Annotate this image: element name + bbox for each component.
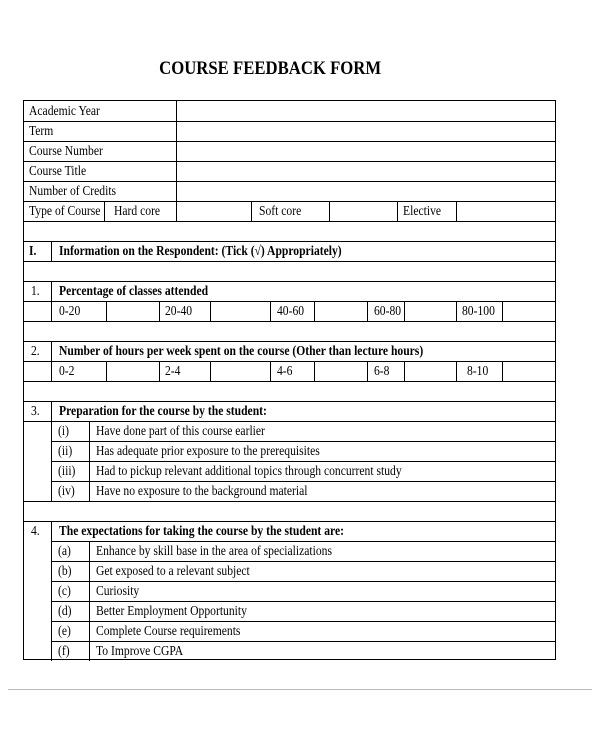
question-heading: The expectations for taking the course by the student are: xyxy=(59,523,344,538)
list-item-key: (e) xyxy=(58,623,71,638)
list-item: Has adequate prior exposure to the prerequisites xyxy=(96,443,320,458)
feedback-form-table xyxy=(23,100,556,660)
option-label: 60-80 xyxy=(374,303,402,318)
list-item-key: (b) xyxy=(58,563,72,578)
section-number: I. xyxy=(29,243,37,258)
question-number: 1. xyxy=(31,283,40,298)
option-label: 40-60 xyxy=(277,303,305,318)
list-item-key: (a) xyxy=(58,543,71,558)
course-number-label: Course Number xyxy=(29,143,103,158)
option-label: 80-100 xyxy=(462,303,495,318)
list-item-key: (iv) xyxy=(58,483,75,498)
list-item: Complete Course requirements xyxy=(96,623,241,638)
list-item-key: (i) xyxy=(58,423,69,438)
option-label: 4-6 xyxy=(277,363,293,378)
question-heading: Number of hours per week spent on the course (Other than lecture hours) xyxy=(59,343,424,358)
option-label: 20-40 xyxy=(165,303,193,318)
option-label: 8-10 xyxy=(467,363,489,378)
option-label: 6-8 xyxy=(374,363,390,378)
list-item: Get exposed to a relevant subject xyxy=(96,563,250,578)
list-item: Enhance by skill base in the area of specializations xyxy=(96,543,332,558)
question-heading: Preparation for the course by the student: xyxy=(59,403,267,418)
list-item: Curiosity xyxy=(96,583,140,598)
page-divider xyxy=(8,689,592,690)
list-item-key: (c) xyxy=(58,583,71,598)
option-label: 0-20 xyxy=(59,303,81,318)
question-number: 3. xyxy=(31,403,40,418)
section-heading: Information on the Respondent: (Tick (√) Appropriately) xyxy=(59,243,342,258)
term-label: Term xyxy=(29,123,54,138)
academic-year-label: Academic Year xyxy=(29,103,100,118)
course-title-label: Course Title xyxy=(29,163,87,178)
question-number: 4. xyxy=(31,523,40,538)
list-item: To Improve CGPA xyxy=(96,643,184,658)
list-item-key: (ii) xyxy=(58,443,73,458)
question-heading: Percentage of classes attended xyxy=(59,283,209,298)
list-item: Have done part of this course earlier xyxy=(96,423,265,438)
question-number: 2. xyxy=(31,343,40,358)
list-item: Better Employment Opportunity xyxy=(96,603,247,618)
elective-option: Elective xyxy=(403,203,442,218)
soft-core-option: Soft core xyxy=(259,203,302,218)
hard-core-option: Hard core xyxy=(114,203,161,218)
option-label: 2-4 xyxy=(165,363,181,378)
list-item-key: (iii) xyxy=(58,463,76,478)
credits-label: Number of Credits xyxy=(29,183,117,198)
list-item: Had to pickup relevant additional topics through concurrent study xyxy=(96,463,402,478)
option-label: 0-2 xyxy=(59,363,75,378)
type-of-course-label: Type of Course xyxy=(29,203,101,218)
page-title: COURSE FEEDBACK FORM xyxy=(158,58,382,79)
list-item: Have no exposure to the background material xyxy=(96,483,308,498)
list-item-key: (f) xyxy=(58,643,70,658)
list-item-key: (d) xyxy=(58,603,72,618)
